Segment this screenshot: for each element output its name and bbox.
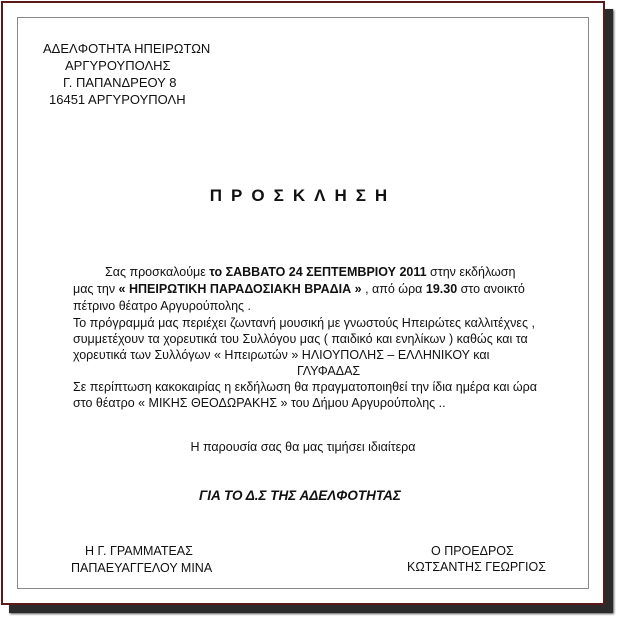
- body-line-2: [73, 282, 525, 297]
- board-signature: ΓΙΑ ΤΟ Δ.Σ ΤΗΣ ΑΔΕΛΦΟΤΗΤΑΣ: [199, 488, 401, 503]
- body-line-1: [105, 265, 515, 280]
- body-text: , από ώρα: [361, 282, 426, 296]
- body-text: στο ανοικτό: [457, 282, 525, 296]
- secretary-role: Η Γ. ΓΡΑΜΜΑΤΕΑΣ: [85, 544, 193, 558]
- secretary-name: ΠΑΠΑΕΥΑΓΓΕΛΟΥ ΜΙΝΑ: [71, 561, 213, 575]
- body-text: μας την: [73, 282, 119, 296]
- body-text: στην εκδήλωση: [426, 265, 516, 279]
- event-date: το ΣΑΒΒΑΤΟ 24 ΣΕΠΤΕΜΒΡΙΟΥ 2011: [209, 265, 427, 279]
- body-line-4: Το πρόγραμμά μας περιέχει ζωντανή μουσική με γνωστούς Ηπειρώτες καλλιτέχνες ,: [73, 316, 535, 330]
- event-name: « ΗΠΕΙΡΩΤΙΚΗ ΠΑΡΑΔΟΣΙΑΚΗ ΒΡΑΔΙΑ »: [118, 282, 362, 296]
- event-time: 19.30: [425, 282, 458, 296]
- president-name: ΚΩΤΣΑΝΤΗΣ ΓΕΩΡΓΙΟΣ: [407, 560, 546, 574]
- body-line-8: Σε περίπτωση κακοκαιρίας η εκδήλωση θα πραγματοποιηθεί την ίδια ημέρα και ώρα: [73, 380, 537, 394]
- sender-street: Γ. ΠΑΠΑΝΔΡΕΟΥ 8: [63, 75, 177, 90]
- document-frame: [1, 1, 605, 605]
- sender-postcode: 16451 ΑΡΓΥΡΟΥΠΟΛΗ: [49, 92, 186, 107]
- body-line-9: στο θέατρο « ΜΙΚΗΣ ΘΕΟΔΩΡΑΚΗΣ » του Δήμου Αργυρούπολης ..: [73, 396, 446, 410]
- sender-name: ΑΔΕΛΦΟΤΗΤΑ ΗΠΕΙΡΩΤΩΝ: [43, 41, 211, 56]
- sender-city: ΑΡΓΥΡΟΥΠΟΛΗΣ: [65, 58, 171, 73]
- body-line-3: πέτρινο θέατρο Αργυρούπολης .: [73, 299, 251, 313]
- body-text: Σας προσκαλούμε: [105, 265, 210, 279]
- document-title: ΠΡΟΣΚΛΗΣΗ: [209, 186, 397, 205]
- body-line-7: ΓΛΥΦΑΔΑΣ: [297, 364, 361, 378]
- body-line-6: χορευτικά των Συλλόγων « Ηπειρωτών » ΗΛΙΟΥΠΟΛΗΣ – ΕΛΛΗΝΙΚΟΥ και: [73, 348, 490, 362]
- closing-line: Η παρουσία σας θα μας τιμήσει ιδιαίτερα: [190, 440, 416, 454]
- body-line-5: συμμετέχουν τα χορευτικά του Συλλόγου μας ( παιδικό και ενηλίκων ) καθώς και τα: [73, 332, 528, 346]
- president-role: Ο ΠΡΟΕΔΡΟΣ: [431, 544, 514, 558]
